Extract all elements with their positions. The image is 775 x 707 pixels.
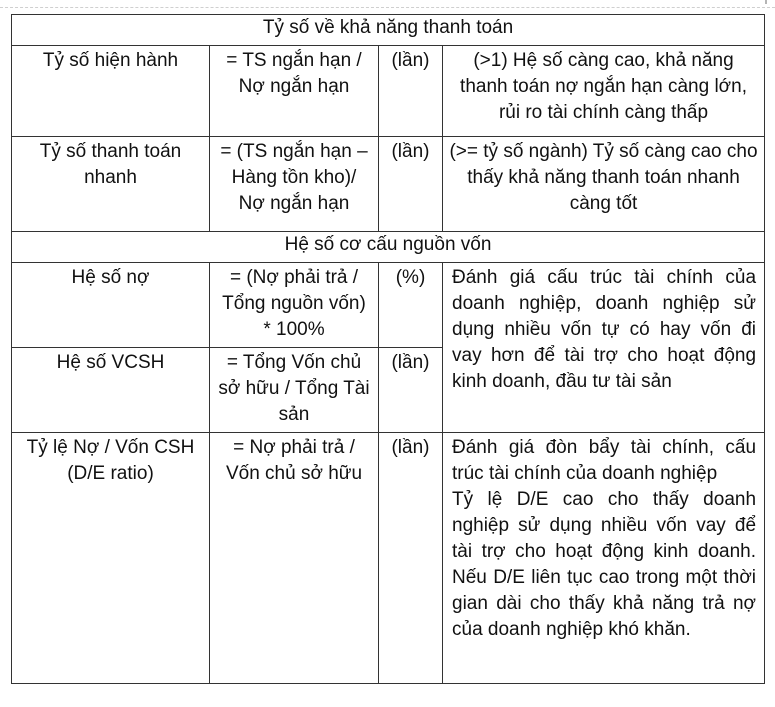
- page-top-edge: [0, 0, 775, 8]
- section-title-liquidity: Tỷ số về khả năng thanh toán: [12, 15, 765, 46]
- ratio-description: [443, 433, 765, 684]
- ratio-unit: (lần): [379, 137, 443, 232]
- ratio-unit: (lần): [379, 348, 443, 433]
- ratio-unit: (lần): [379, 433, 443, 684]
- ratio-name: Tỷ số hiện hành: [12, 46, 210, 137]
- ratio-unit: (%): [379, 263, 443, 348]
- page-corner-marker: [765, 0, 767, 4]
- ratio-description: (>1) Hệ số càng cao, khả năng thanh toán nợ ngắn hạn càng lớn, rủi ro tài chính càng thấp: [443, 46, 765, 137]
- ratio-formula: = (TS ngắn hạn – Hàng tồn kho)/ Nợ ngắn hạn: [210, 137, 379, 232]
- section-row-capital: [12, 232, 765, 263]
- ratio-name: Hệ số VCSH: [12, 348, 210, 433]
- table-row-current-ratio: [12, 46, 765, 137]
- capital-structure-description: Đánh giá cấu trúc tài chính của doanh nghiệp, doanh nghiệp sử dụng nhiều vốn tự có hay vốn đi vay hơn để tài trợ cho hoạt động kinh doanh, đầu tư tài sản: [443, 263, 765, 433]
- ratio-formula: = Nợ phải trả / Vốn chủ sở hữu: [210, 433, 379, 684]
- ratio-formula: = (Nợ phải trả / Tổng nguồn vốn) * 100%: [210, 263, 379, 348]
- ratio-description: (>= tỷ số ngành) Tỷ số càng cao cho thấy khả năng thanh toán nhanh càng tốt: [443, 137, 765, 232]
- ratio-name: Tỷ số thanh toán nhanh: [12, 137, 210, 232]
- ratio-formula: = TS ngắn hạn / Nợ ngắn hạn: [210, 46, 379, 137]
- ratio-formula: = Tổng Vốn chủ sở hữu / Tổng Tài sản: [210, 348, 379, 433]
- ratio-name: Tỷ lệ Nợ / Vốn CSH (D/E ratio): [12, 433, 210, 684]
- de-description-line-2: Tỷ lệ D/E cao cho thấy doanh nghiệp sử dụng nhiều vốn vay để tài trợ cho hoạt động kinh doanh. Nếu D/E liên tục cao trong một thời gian dài cho thấy khả năng trả nợ của doanh nghiệp khó khăn.: [452, 489, 757, 640]
- de-description-line-1: Đánh giá đòn bẩy tài chính, cấu trúc tài chính của doanh nghiệp: [452, 437, 757, 484]
- financial-ratio-table: [11, 14, 765, 684]
- table-row-quick-ratio: [12, 137, 765, 232]
- table-row-de-ratio: [12, 433, 765, 684]
- section-row-liquidity: [12, 15, 765, 46]
- section-title-capital: Hệ số cơ cấu nguồn vốn: [12, 232, 765, 263]
- ratio-name: Hệ số nợ: [12, 263, 210, 348]
- ratio-unit: (lần): [379, 46, 443, 137]
- table-row-debt-ratio: [12, 263, 765, 348]
